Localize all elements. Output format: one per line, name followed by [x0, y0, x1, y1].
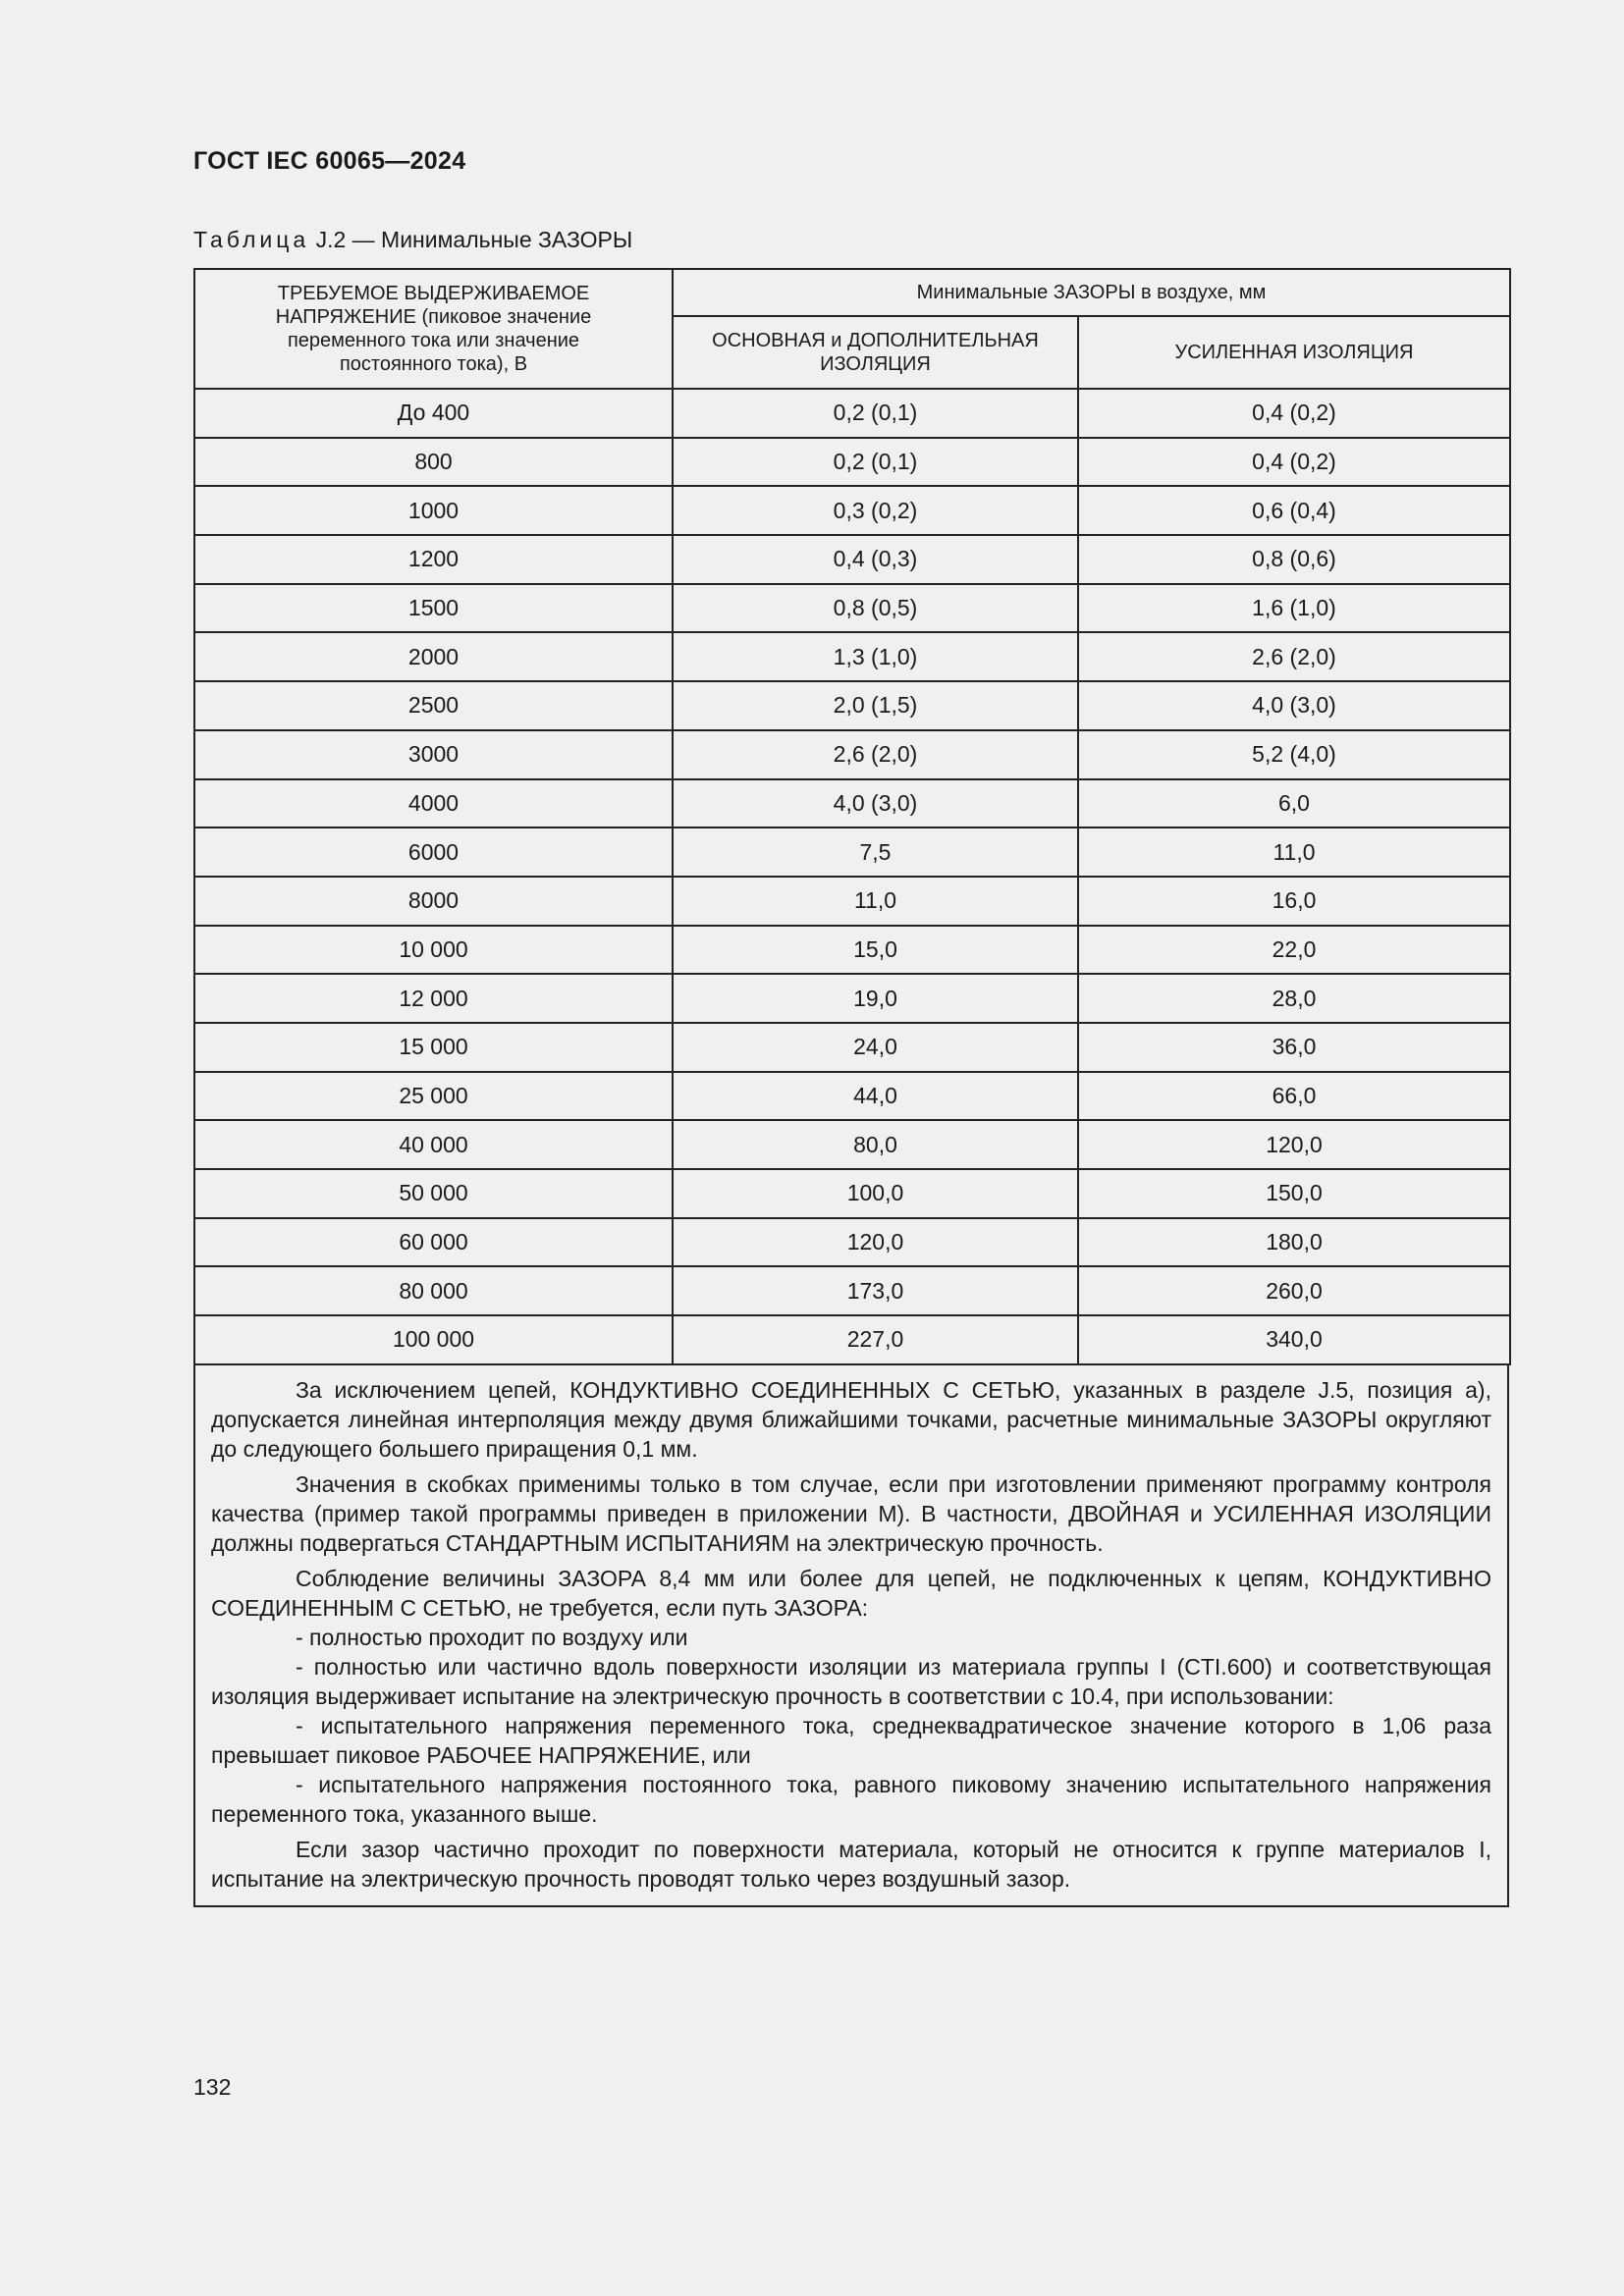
- note-paragraph: Значения в скобках применимы только в том случае, если при изготовлении применяют программу контроля качества (пример такой программы приведен в приложении M). В частности, ДВОЙНАЯ и УСИЛЕННАЯ ИЗОЛЯЦИИ должны подвергаться СТАНДАРТНЫМ ИСПЫТАНИЯМ на электрическую прочность.: [211, 1470, 1491, 1556]
- header-reinforced-insulation: УСИЛЕННАЯ ИЗОЛЯЦИЯ: [1078, 316, 1510, 389]
- cell-basic-clearance: 120,0: [673, 1218, 1078, 1267]
- cell-basic-clearance: 24,0: [673, 1023, 1078, 1072]
- note-paragraph: Если зазор частично проходит по поверхности материала, который не относится к группе материалов I, испытание на электрическую прочность проводят только через воздушный зазор.: [211, 1836, 1491, 1892]
- table-row: [194, 438, 1510, 487]
- cell-reinforced-clearance: 5,2 (4,0): [1078, 730, 1510, 779]
- note-list-item: - испытательного напряжения переменного тока, среднеквадратическое значение которого в 1,06 раза превышает пиковое РАБОЧЕЕ НАПРЯЖЕНИЕ, или: [211, 1712, 1491, 1768]
- table-row: [194, 681, 1510, 730]
- cell-reinforced-clearance: 16,0: [1078, 877, 1510, 926]
- table-row: [194, 828, 1510, 877]
- cell-basic-clearance: 15,0: [673, 926, 1078, 975]
- cell-voltage: 50 000: [194, 1169, 673, 1218]
- note-list-item: - испытательного напряжения постоянного тока, равного пиковому значению испытательного напряжения переменного тока, указанного выше.: [211, 1771, 1491, 1827]
- cell-basic-clearance: 173,0: [673, 1266, 1078, 1315]
- table-row: [194, 1072, 1510, 1121]
- cell-voltage: 2500: [194, 681, 673, 730]
- cell-voltage: 6000: [194, 828, 673, 877]
- cell-basic-clearance: 0,2 (0,1): [673, 438, 1078, 487]
- cell-voltage: 2000: [194, 632, 673, 681]
- table-row: [194, 1169, 1510, 1218]
- cell-reinforced-clearance: 36,0: [1078, 1023, 1510, 1072]
- cell-reinforced-clearance: 150,0: [1078, 1169, 1510, 1218]
- table-row: [194, 389, 1510, 438]
- table-caption-text: J.2 — Минимальные ЗАЗОРЫ: [309, 227, 633, 252]
- note-list-item: - полностью проходит по воздуху или: [296, 1624, 688, 1650]
- cell-basic-clearance: 4,0 (3,0): [673, 779, 1078, 828]
- cell-reinforced-clearance: 0,4 (0,2): [1078, 438, 1510, 487]
- table-row: [194, 926, 1510, 975]
- cell-reinforced-clearance: 2,6 (2,0): [1078, 632, 1510, 681]
- cell-basic-clearance: 0,8 (0,5): [673, 584, 1078, 633]
- table-row: [194, 779, 1510, 828]
- cell-basic-clearance: 1,3 (1,0): [673, 632, 1078, 681]
- cell-basic-clearance: 2,6 (2,0): [673, 730, 1078, 779]
- header-min-clearances: Минимальные ЗАЗОРЫ в воздухе, мм: [673, 269, 1510, 316]
- header-basic-insulation: ОСНОВНАЯ и ДОПОЛНИТЕЛЬНАЯ ИЗОЛЯЦИЯ: [673, 316, 1078, 389]
- cell-basic-clearance: 11,0: [673, 877, 1078, 926]
- cell-reinforced-clearance: 6,0: [1078, 779, 1510, 828]
- table-row: [194, 1218, 1510, 1267]
- header-voltage: ТРЕБУЕМОЕ ВЫДЕРЖИВАЕМОЕ НАПРЯЖЕНИЕ (пиковое значение переменного тока или значение постоянного тока), В: [194, 269, 673, 389]
- cell-voltage: 15 000: [194, 1023, 673, 1072]
- cell-reinforced-clearance: 28,0: [1078, 974, 1510, 1023]
- cell-basic-clearance: 2,0 (1,5): [673, 681, 1078, 730]
- cell-reinforced-clearance: 340,0: [1078, 1315, 1510, 1364]
- table-row: [194, 486, 1510, 535]
- cell-reinforced-clearance: 260,0: [1078, 1266, 1510, 1315]
- cell-voltage: До 400: [194, 389, 673, 438]
- cell-voltage: 10 000: [194, 926, 673, 975]
- cell-basic-clearance: 7,5: [673, 828, 1078, 877]
- cell-reinforced-clearance: 0,6 (0,4): [1078, 486, 1510, 535]
- note-paragraph: За исключением цепей, КОНДУКТИВНО СОЕДИНЕННЫХ С СЕТЬЮ, указанных в разделе J.5, позиция а), допускается линейная интерполяция между двумя ближайшими точками, расчетные минимальные ЗАЗОРЫ округляют до следующего большего приращения 0,1 мм.: [211, 1376, 1491, 1462]
- clearances-table-wrapper: [193, 268, 1509, 1907]
- document-id: ГОСТ IEC 60065—2024: [193, 147, 466, 175]
- cell-reinforced-clearance: 0,4 (0,2): [1078, 389, 1510, 438]
- table-row: [194, 877, 1510, 926]
- table-row: [194, 1120, 1510, 1169]
- cell-reinforced-clearance: 1,6 (1,0): [1078, 584, 1510, 633]
- cell-reinforced-clearance: 4,0 (3,0): [1078, 681, 1510, 730]
- note-paragraph: Соблюдение величины ЗАЗОРА 8,4 мм или более для цепей, не подключенных к цепям, КОНДУКТИВНО СОЕДИНЕННЫМ С СЕТЬЮ, не требуется, если путь ЗАЗОРА:: [211, 1565, 1491, 1621]
- cell-reinforced-clearance: 11,0: [1078, 828, 1510, 877]
- cell-voltage: 1200: [194, 535, 673, 584]
- clearances-table: [193, 268, 1511, 1365]
- table-notes: [193, 1365, 1509, 1907]
- page-number: 132: [193, 2074, 232, 2100]
- cell-reinforced-clearance: 22,0: [1078, 926, 1510, 975]
- cell-basic-clearance: 100,0: [673, 1169, 1078, 1218]
- table-row: [194, 1315, 1510, 1364]
- cell-reinforced-clearance: 180,0: [1078, 1218, 1510, 1267]
- cell-reinforced-clearance: 66,0: [1078, 1072, 1510, 1121]
- table-caption-label: Таблица: [193, 227, 310, 252]
- cell-basic-clearance: 0,3 (0,2): [673, 486, 1078, 535]
- table-row: [194, 1266, 1510, 1315]
- cell-voltage: 60 000: [194, 1218, 673, 1267]
- cell-voltage: 80 000: [194, 1266, 673, 1315]
- table-row: [194, 730, 1510, 779]
- cell-voltage: 1000: [194, 486, 673, 535]
- cell-voltage: 4000: [194, 779, 673, 828]
- cell-basic-clearance: 227,0: [673, 1315, 1078, 1364]
- table-row: [194, 974, 1510, 1023]
- table-row: [194, 1023, 1510, 1072]
- cell-basic-clearance: 19,0: [673, 974, 1078, 1023]
- cell-basic-clearance: 80,0: [673, 1120, 1078, 1169]
- note-list-item: - полностью или частично вдоль поверхности изоляции из материала группы I (CTI.600) и соответствующая изоляция выдерживает испытание на электрическую прочность в соответствии с 10.4, при использовании:: [211, 1653, 1491, 1709]
- cell-basic-clearance: 0,2 (0,1): [673, 389, 1078, 438]
- cell-voltage: 12 000: [194, 974, 673, 1023]
- table-row: [194, 584, 1510, 633]
- cell-basic-clearance: 44,0: [673, 1072, 1078, 1121]
- cell-basic-clearance: 0,4 (0,3): [673, 535, 1078, 584]
- cell-voltage: 1500: [194, 584, 673, 633]
- table-row: [194, 632, 1510, 681]
- cell-voltage: 100 000: [194, 1315, 673, 1364]
- cell-voltage: 25 000: [194, 1072, 673, 1121]
- table-body: [194, 389, 1510, 1364]
- cell-voltage: 3000: [194, 730, 673, 779]
- cell-voltage: 800: [194, 438, 673, 487]
- cell-reinforced-clearance: 0,8 (0,6): [1078, 535, 1510, 584]
- cell-voltage: 40 000: [194, 1120, 673, 1169]
- cell-reinforced-clearance: 120,0: [1078, 1120, 1510, 1169]
- cell-voltage: 8000: [194, 877, 673, 926]
- table-row: [194, 535, 1510, 584]
- table-caption: [193, 227, 632, 253]
